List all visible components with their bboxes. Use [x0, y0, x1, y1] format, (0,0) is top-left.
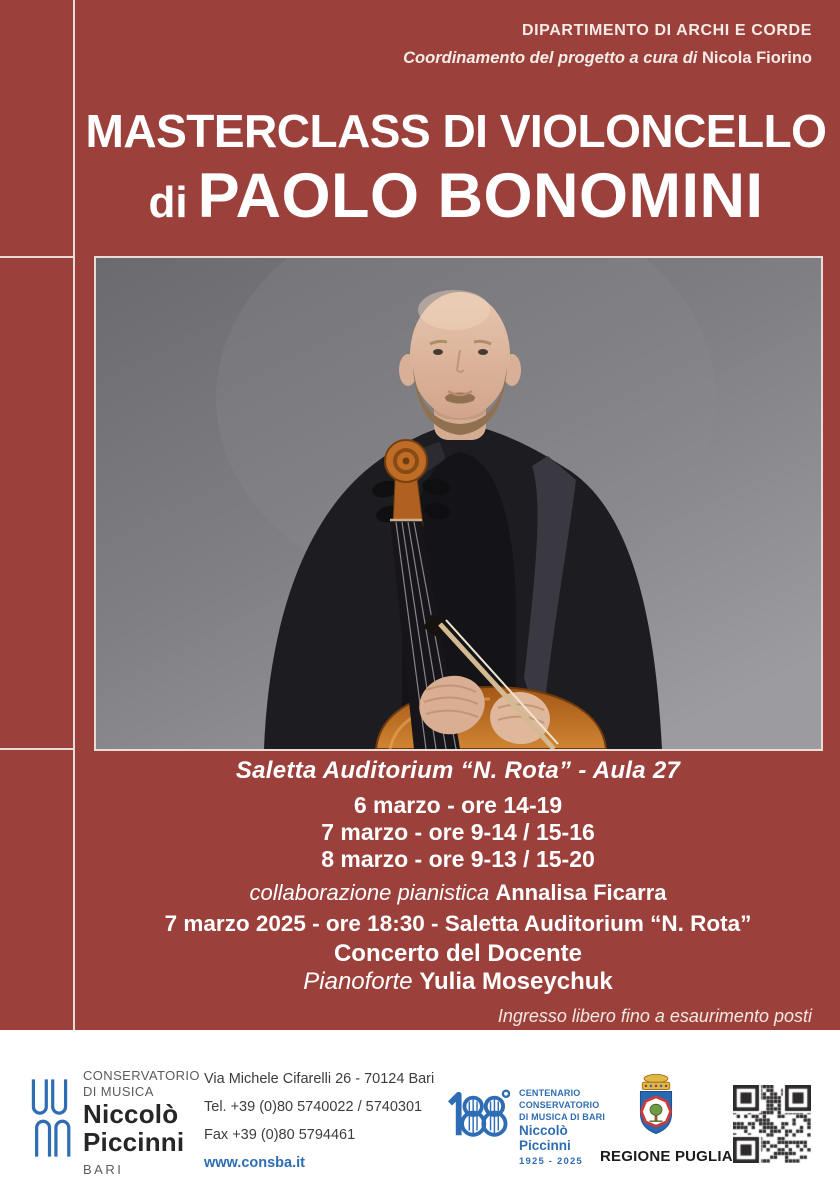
website-link[interactable]: www.consba.it: [204, 1155, 305, 1171]
footer: [0, 1030, 840, 1200]
artist-title-prefix: di: [148, 178, 188, 227]
fax-line: Fax +39 (0)80 5794461: [204, 1127, 356, 1143]
header: [403, 22, 812, 68]
centenary-name-2: Piccinni: [519, 1138, 571, 1153]
margin-horizontal-line-top: [0, 256, 73, 258]
regione-puglia-block: [600, 1073, 733, 1165]
artist-title: [76, 160, 836, 232]
coordinator-name: Nicola Fiorino: [701, 49, 812, 67]
centenary-line-3: DI MUSICA DI BARI: [519, 1112, 606, 1122]
cellist-photo: [94, 256, 823, 751]
regione-puglia-label: REGIONE PUGLIA: [600, 1148, 733, 1165]
centenary-name-1: Niccolò: [519, 1123, 568, 1138]
concert-section: [76, 910, 840, 996]
margin-horizontal-line-bottom: [0, 748, 73, 750]
regione-puglia-crest-icon: [634, 1073, 678, 1141]
margin-vertical-line: [73, 0, 75, 1030]
masterclass-title: MASTERCLASS DI VIOLONCELLO: [85, 105, 827, 157]
date-line-2: 7 marzo - ore 9-14 / 15-16: [321, 819, 595, 845]
date-line-3: 8 marzo - ore 9-13 / 15-20: [321, 846, 595, 872]
centenary-years: 1925 - 2025: [519, 1156, 583, 1167]
conservatory-name-2: Piccinni: [83, 1127, 185, 1157]
free-entry-note: Ingresso libero fino a esaurimento posti: [497, 1006, 812, 1026]
conservatory-label: CONSERVATORIO: [83, 1068, 200, 1083]
conservatory-name-1: Niccolò: [83, 1099, 179, 1129]
centenary-logo-block: [446, 1087, 605, 1167]
collaboration-pianist: Annalisa Ficarra: [495, 880, 667, 905]
qr-code-icon: [733, 1085, 811, 1163]
concert-date-line: 7 marzo 2025 - ore 18:30 - Saletta Auditorium “N. Rota”: [164, 911, 752, 936]
venue-line: Saletta Auditorium “N. Rota” - Aula 27: [235, 757, 681, 784]
concert-pianist-line: [76, 968, 840, 996]
cellist-photo-illustration: [96, 258, 821, 749]
centenary-line-1: CENTENARIO: [519, 1088, 581, 1098]
collaboration-prefix: collaborazione pianistica: [249, 880, 496, 905]
coordination-line: [403, 49, 812, 68]
di-musica-label: DI MUSICA: [83, 1084, 154, 1099]
conservatory-city: BARI: [83, 1162, 124, 1177]
concert-title: Concerto del Docente: [333, 940, 583, 967]
department-title: DIPARTIMENTO DI ARCHI E CORDE: [521, 22, 812, 39]
pianist-name: Yulia Moseychuk: [419, 968, 613, 995]
conservatory-block: [83, 1068, 200, 1177]
centenary-line-2: CONSERVATORIO: [519, 1100, 600, 1110]
schedule-section: [76, 757, 840, 906]
telephone-line: Tel. +39 (0)80 5740022 / 5740301: [204, 1099, 423, 1115]
artist-name: PAOLO BONOMINI: [197, 161, 764, 231]
contact-block: [204, 1070, 434, 1182]
collaboration-line: [76, 880, 840, 906]
pianoforte-label: Pianoforte: [303, 968, 420, 995]
date-line-1: 6 marzo - ore 14-19: [353, 792, 563, 818]
conservatory-logo-icon: [27, 1070, 72, 1166]
address-line: Via Michele Cifarelli 26 - 70124 Bari: [204, 1071, 435, 1087]
centenary-100-icon: [446, 1087, 510, 1143]
centenary-text-block: [519, 1087, 605, 1167]
coordination-prefix: Coordinamento del progetto a cura di: [403, 49, 702, 67]
